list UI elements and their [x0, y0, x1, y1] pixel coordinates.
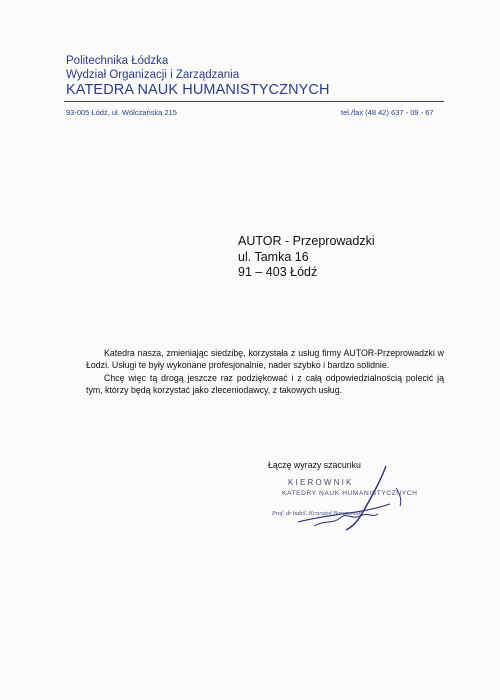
stamp-unit: KATEDRY NAUK HUMANISTYCZNYCH	[282, 490, 418, 497]
letterhead-phone: tel./fax (48 42) 637 - 09 - 67	[341, 108, 434, 117]
university-name: Politechnika Łódzka	[66, 55, 169, 67]
stamp-title: KIEROWNIK	[288, 478, 354, 487]
recipient-name: AUTOR - Przeprowadzki	[238, 234, 375, 248]
faculty-name: Wydział Organizacji i Zarządzania	[66, 69, 240, 81]
recipient-street: ul. Tamka 16	[238, 249, 309, 264]
letterhead-address: 93-005 Łódź, ul. Wólczańska 215	[66, 108, 177, 117]
letter-body	[86, 348, 444, 396]
closing-line: Łączę wyrazy szacunku	[268, 460, 361, 470]
signature-scribble	[268, 460, 418, 540]
stamp-name: Prof. dr habil. Krzysztof Baranowski	[272, 510, 363, 517]
signature-stamp	[268, 478, 418, 538]
body-paragraph: Chcę więc tą drogą jeszcze raz podziękować i z całą odpowiedzialnością polecić ją tym, którzy będą korzystać jako zleceniodawcy, z takowych usług.	[86, 373, 444, 395]
letterhead-divider	[64, 101, 444, 102]
recipient-city: 91 – 403 Łódź	[238, 265, 318, 279]
letterhead	[66, 54, 330, 99]
department-name: KATEDRA NAUK HUMANISTYCZNYCH	[66, 82, 330, 98]
body-paragraph: Katedra nasza, zmieniając siedzibę, korzystała z usług firmy AUTOR-Przeprowadzki w Łodzi. Usługi te były wykonane profesjonalnie, nader szybko i bardzo solidnie.	[86, 348, 444, 370]
recipient-block	[238, 234, 375, 281]
